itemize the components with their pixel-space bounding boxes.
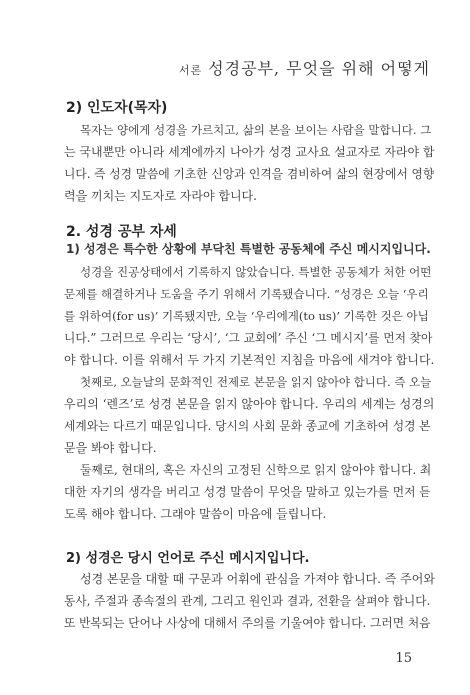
- paragraph-line: 첫째로, 오늘날의 문화적인 전제로 본문을 읽지 않아야 합니다. 즉 오늘: [80, 375, 432, 389]
- paragraph-line: 니다.” 그러므로 우리는 ‘당시’, ‘그 교회에’ 주신 ‘그 메시지’를 먼저 찾아: [64, 331, 433, 345]
- paragraph-line: 세계와는 다르기 때문입니다. 당시의 사회 문화 종교에 기초하여 성경 본: [64, 419, 431, 433]
- paragraph-line: 성경 본문을 대할 때 구문과 어휘에 관심을 가져야 합니다. 즉 주어와: [80, 572, 435, 586]
- paragraph-line: 또 반복되는 단어나 사상에 대해서 주의를 기울여야 합니다. 그러면 처음: [64, 616, 431, 630]
- section-heading-study-attitude: 2. 성경 공부 자세: [66, 224, 177, 240]
- section-heading-leader: 2) 인도자(목자): [66, 100, 168, 116]
- paragraph-line: 문제를 해결하거나 도움을 주기 위해서 기록됐습니다. “성경은 오늘 ‘우리: [64, 287, 429, 301]
- paragraph-line: 력을 끼치는 지도자로 자라야 합니다.: [64, 189, 257, 203]
- paragraph-line: 목자는 양에게 성경을 가르치고, 삶의 본을 보이는 사람을 말합니다. 그: [80, 123, 432, 137]
- paragraph-line: 대한 자기의 생각을 버리고 성경 말씀이 무엇을 말하고 있는가를 먼저 듣: [64, 485, 431, 499]
- paragraph-line: 문을 봐야 합니다.: [64, 441, 157, 455]
- paragraph-line: 우리의 ‘렌즈’로 성경 본문을 읽지 않아야 합니다. 우리의 세계는 성경의: [64, 397, 435, 411]
- paragraph-line: 도록 해야 합니다. 그래야 말씀이 마음에 들립니다.: [64, 507, 327, 521]
- subsection-heading: 2) 성경은 당시 언어로 주신 메시지입니다.: [66, 551, 310, 566]
- paragraph-line: 니다. 즉 성경 말씀에 기초한 신앙과 인격을 겸비하여 삶의 현장에서 영향: [64, 167, 435, 181]
- paragraph-line: 를 위하여(for us)’ 기록됐지만, 오늘 ‘우리에게(to us)’ 기록한 것은 아닙: [64, 309, 429, 323]
- paragraph-line: 는 국내뿐만 아니라 세계에까지 나아가 성경 교사요 설교자로 자라야 합: [64, 145, 435, 159]
- paragraph-line: 성경을 진공상태에서 기록하지 않았습니다. 특별한 공동체가 처한 어떤: [80, 265, 432, 279]
- paragraph-line: 동사, 주절과 종속절의 관계, 그리고 원인과 결과, 전환을 살펴야 합니다.: [64, 594, 431, 608]
- running-header: [179, 56, 430, 79]
- header-title: 성경공부, 무엇을 위해 어떻게: [208, 59, 430, 78]
- subsection-heading: 1) 성경은 특수한 상황에 부닥친 특별한 공동체에 주신 메시지입니다.: [66, 242, 431, 256]
- paragraph-line: 둘째로, 현대의, 혹은 자신의 고정된 신학으로 읽지 않아야 합니다. 최: [80, 463, 432, 477]
- paragraph-line: 야 합니다. 이를 위해서 두 가지 기본적인 지침을 마음에 새겨야 합니다.: [64, 353, 435, 367]
- page-number: 15: [395, 651, 412, 666]
- header-prefix: 서론: [178, 64, 203, 77]
